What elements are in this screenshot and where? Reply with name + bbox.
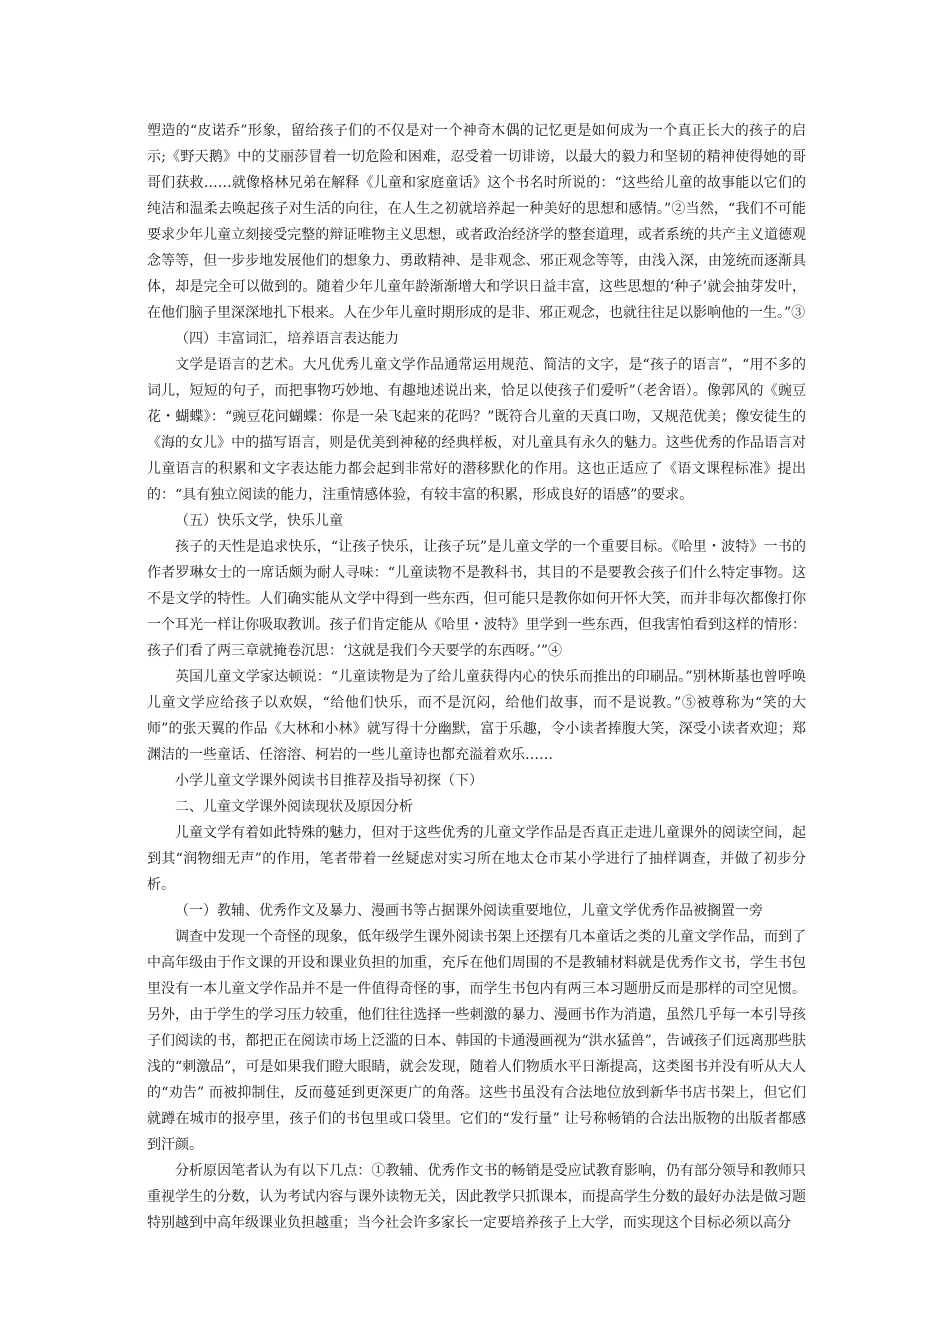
- paragraph-cause-analysis: 分析原因笔者认为有以下几点：①教辅、优秀作文书的畅销是受应试教育影响，仍有部分领导和教师只重视学生的分数，认为考试内容与课外读物无关，因此教学只抓课本，而提高学生分数的最好办法是做习题特别越到中高年级课业负担越重；当今社会许多家长一定要培养孩子上大学，而实现这个目标必须以高分: [147, 1163, 806, 1231]
- paragraph-language-art: 文学是语言的艺术。大凡优秀儿童文学作品通常运用规范、简洁的文字，是“孩子的语言”，“用不多的词儿，短短的句子，而把事物巧妙地、有趣地述说出来，恰足以使孩子们爱听”（老舍语）。像郭风的《豌豆花・蝴蝶》：“豌豆花问蝴蝶：你是一朵飞起来的花吗？”既符合儿童的天真口吻，又规范优美；像安徒生的《海的女儿》中的描写语言，则是优美到神秘的经典样板，对儿童具有永久的魅力。这些优秀的作品语言对儿童语言的积累和文字表达能力都会起到非常好的潜移默化的作用。这也正适应了《语文课程标准》提出的：“具有独立阅读的能力，注重情感体验，有较丰富的积累，形成良好的语感”的要求。: [147, 357, 806, 503]
- paragraph-darton-quote: 英国儿童文学家达顿说：“儿童读物是为了给儿童获得内心的快乐而推出的印刷品。”别林斯基也曾呼唤儿童文学应给孩子以欢娱，“给他们快乐，而不是沉闷，给他们故事，而不是说教。”⑤被尊称为“笑的大师”的张天翼的作品《大林和小林》就写得十分幽默，富于乐趣，令小读者捧腹大笑，深受小读者欢迎；郑渊洁的一些童话、任溶溶、柯岩的一些儿童诗也都充溢着欢乐……: [147, 669, 806, 763]
- document-body: [147, 118, 806, 1236]
- paragraph-happy-nature: 孩子的天性是追求快乐，“让孩子快乐，让孩子玩”是儿童文学的一个重要目标。《哈里・波特》一书的作者罗琳女士的一席话颇为耐人寻味：“儿童读物不是教科书，其目的不是要教会孩子们什么特定事物。这不是文学的特性。人们确实能从文学中得到一些东西，但可能只是教你如何开怀大笑，而并非每次都像打你一个耳光一样让你吸取教训。孩子们肯定能从《哈里・波特》里学到一些东西，但我害怕看到这样的情形：孩子们看了两三章就掩卷沉思：‘这就是我们今天要学的东西呀。’”④: [147, 539, 806, 659]
- section-heading-5: （五）快乐文学，快乐儿童: [175, 513, 343, 529]
- paragraph-continuation: 塑造的“皮诺乔”形象，留给孩子们的不仅是对一个神奇木偶的记忆更是如何成为一个真正长大的孩子的启示;《野天鹅》中的艾丽莎冒着一切危险和困难，忍受着一切诽谤，以最大的毅力和坚韧的精神使得她的哥哥们获救……就像格林兄弟在解释《儿童和家庭童话》这个书名时所说的：“这些给儿童的故事能以它们的纯洁和温柔去唤起孩子对生活的向往，在人生之初就培养起一种美好的思想和感情。”②当然，“我们不可能要求少年儿童立刻接受完整的辩证唯物主义思想，或者政治经济学的整套道理，或者系统的共产主义道德观念等等，但一步步地发展他们的想象力、勇敢精神、是非观念、邪正观念等等，由浅入深，由笼统而逐渐具体，却是完全可以做到的。随着少年儿童年龄渐渐增大和学识日益丰富，这些思想的‘种子’就会抽芽发叶，在他们脑子里深深地扎下根来。人在少年儿童时期形成的是非、邪正观念，也就往往足以影响他的一生。”③: [147, 123, 806, 321]
- section-heading-2: 二、儿童文学课外阅读现状及原因分析: [175, 799, 413, 815]
- paragraph-survey-intro: 儿童文学有着如此特殊的魅力，但对于这些优秀的儿童文学作品是否真正走进儿童课外的阅读空间，起到其“润物细无声”的作用，笔者带着一丝疑虑对实习所在地太仓市某小学进行了抽样调查，并做了初步分析。: [147, 825, 806, 893]
- subsection-heading-1: （一）教辅、优秀作文及暴力、漫画书等占据课外阅读重要地位，儿童文学优秀作品被搁置一旁: [175, 903, 763, 919]
- article-part-title: 小学儿童文学课外阅读书目推荐及指导初探（下）: [175, 773, 483, 789]
- paragraph-survey-findings: 调查中发现一个奇怪的现象，低年级学生课外阅读书架上还摆有几本童话之类的儿童文学作品，而到了中高年级由于作文课的开设和课业负担的加重，充斥在他们周围的不是教辅材料就是优秀作文书，学生书包里没有一本儿童文学作品并不是一件值得奇怪的事，而学生书包内有两三本习题册反而是那样的司空见惯。另外，由于学生的学习压力较重，他们往往选择一些刺激的暴力、漫画书作为消遣，虽然几乎每一本引导孩子们阅读的书，都把正在阅读市场上泛滥的日本、韩国的卡通漫画视为“洪水猛兽”，告诫孩子们远离那些肤浅的“刺激品”，可是如果我们瞪大眼睛，就会发现，随着人们物质水平日渐提高，这类图书并没有听从大人的“劝告” 而被抑制住，反而蔓延到更深更广的角落。这些书虽没有合法地位放到新华书店书架上，但它们就蹲在城市的报亭里，孩子们的书包里或口袋里。它们的“发行量” 让号称畅销的合法出版物的出版者都感到汗颜。: [147, 929, 806, 1153]
- section-heading-4: （四）丰富词汇，培养语言表达能力: [175, 331, 399, 347]
